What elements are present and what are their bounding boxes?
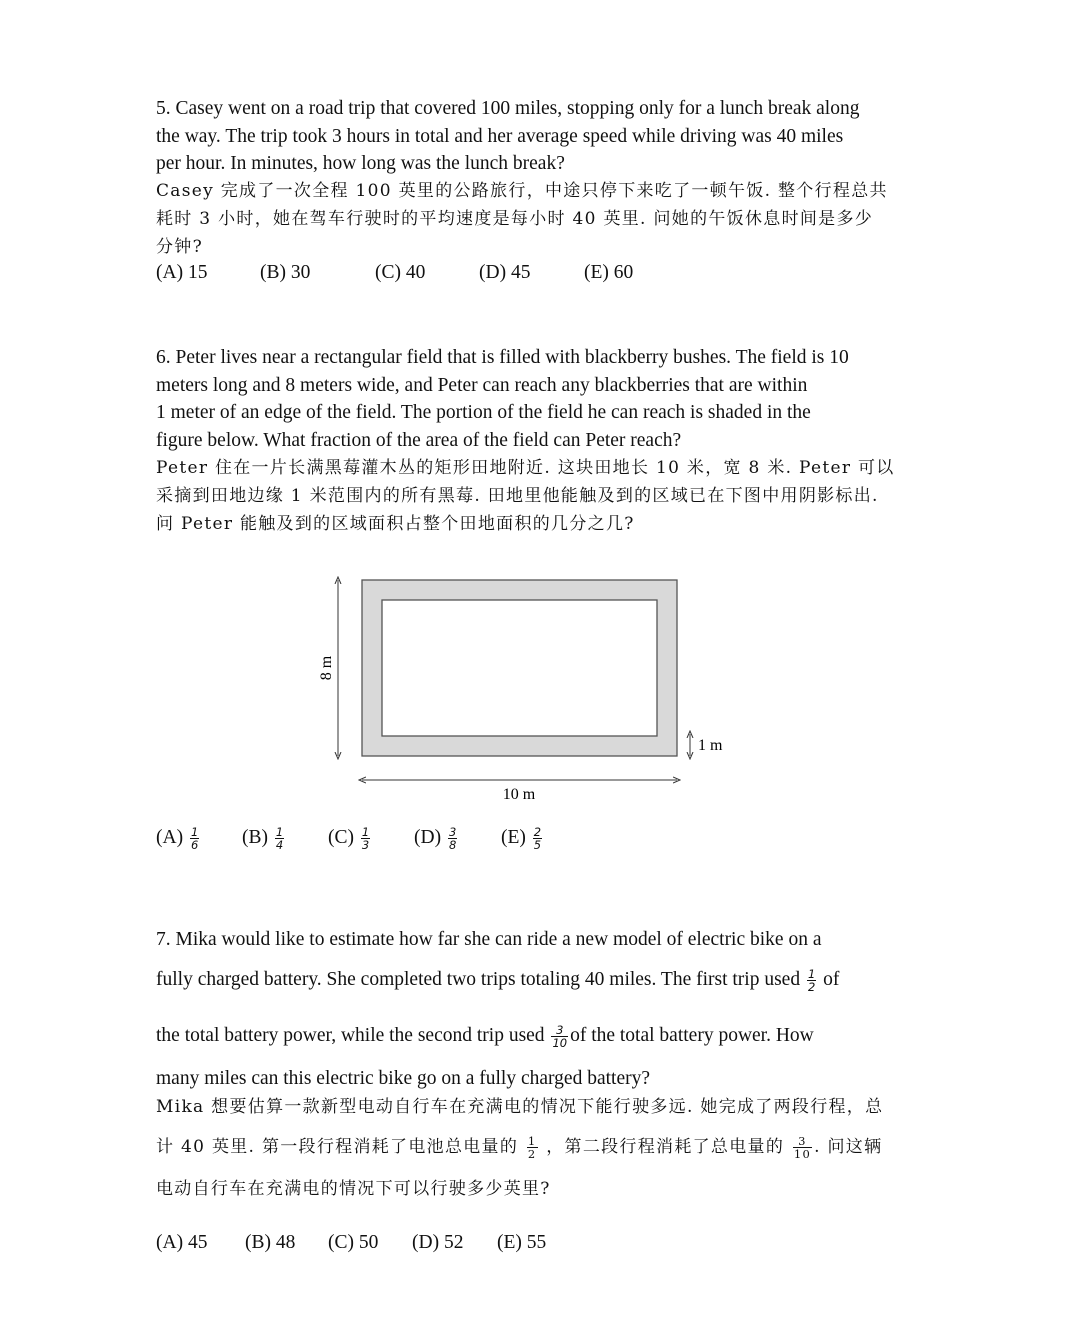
q7-fraction-second-trip <box>551 1024 568 1049</box>
q7-zh-line-2 <box>156 1130 901 1164</box>
fraction-numerator: 3 <box>798 1134 807 1148</box>
q7-zh-line-2-c: . 问这辆 <box>814 1137 883 1157</box>
fraction-numerator: 1 <box>361 825 370 839</box>
q7-en-line-2-end: of <box>823 969 840 990</box>
fraction-numerator: 1 <box>527 1134 537 1148</box>
q7-en-line-3-end: of the total battery power. How <box>570 1025 814 1046</box>
q6-choice-fraction <box>275 826 284 851</box>
q6-choice-fraction <box>361 826 370 851</box>
q5-choice-d[interactable]: (D) 45 <box>479 262 531 283</box>
q6-choice-label: (B) <box>242 826 268 848</box>
q7-zh-line-2-b: ，第二段行程消耗了总电量的 <box>546 1137 785 1157</box>
q5-choice-a[interactable]: (A) 15 <box>156 262 208 283</box>
q5-en-line: the way. The trip took 3 hours in total and her average speed while driving was 40 miles <box>156 125 844 147</box>
q7-en-line-3 <box>156 1018 906 1054</box>
q6-choice-label: (E) <box>501 826 526 848</box>
fraction-denominator: 6 <box>190 838 199 852</box>
q5-en-line: 5. Casey went on a road trip that covered 100 miles, stopping only for a lunch break along <box>156 98 860 119</box>
q7-choice-e[interactable]: (E) 55 <box>497 1232 547 1253</box>
q7-choice-d[interactable]: (D) 52 <box>412 1232 464 1253</box>
fraction-numerator: 2 <box>533 825 542 839</box>
q5-en-line: per hour. In minutes, how long was the lunch break? <box>156 153 565 174</box>
fraction-numerator: 3 <box>448 825 457 839</box>
q6-zh-line: 采摘到田地边缘 1 米范围内的所有黑莓. 田地里他能触及到的区域已在下图中用阴影标出. <box>156 486 879 506</box>
q6-choice-a[interactable] <box>156 826 201 851</box>
fraction-denominator: 4 <box>275 838 284 852</box>
height-label: 8 m <box>318 655 335 681</box>
fraction-numerator: 1 <box>190 825 199 839</box>
q6-choice-fraction <box>533 826 542 851</box>
q6-text-zh <box>156 454 901 538</box>
fraction-numerator: 3 <box>556 1023 564 1038</box>
q7-en-line-1: 7. Mika would like to estimate how far she can ride a new model of electric bike on a <box>156 929 822 950</box>
fraction-denominator: 2 <box>807 980 816 995</box>
fraction-denominator: 10 <box>552 1036 568 1051</box>
fraction-denominator: 5 <box>533 838 542 852</box>
q6-choice-label: (A) <box>156 826 184 848</box>
q7-zh-line-1: Mika 想要估算一款新型电动自行车在充满电的情况下能行驶多远. 她完成了两段行程，总 <box>156 1097 884 1117</box>
q7-choice-a[interactable]: (A) 45 <box>156 1232 208 1253</box>
field-diagram <box>300 570 760 810</box>
fraction-numerator: 1 <box>807 967 816 982</box>
q6-choice-fraction <box>190 826 199 851</box>
q5-zh-line: Casey 完成了一次全程 100 英里的公路旅行，中途只停下来吃了一顿午饭. 整个行程总共 <box>156 181 888 201</box>
q6-choice-b[interactable] <box>242 826 286 851</box>
q5-text-en <box>156 95 906 178</box>
q5-text-zh <box>156 177 901 261</box>
q6-zh-line: Peter 住在一片长满黑莓灌木丛的矩形田地附近. 这块田地长 10 米，宽 8 米. Peter 可以 <box>156 458 895 478</box>
q5-zh-line: 分钟? <box>156 237 204 257</box>
q7-zh-line-2-a: 计 40 英里. 第一段行程消耗了电池总电量的 <box>156 1137 519 1157</box>
field-unreachable-area <box>382 600 657 736</box>
q7-en-line-4: many miles can this electric bike go on a fully charged battery? <box>156 1068 651 1089</box>
q7-zh-line-3: 电动自行车在充满电的情况下可以行驶多少英里? <box>156 1179 551 1199</box>
width-label: 10 m <box>502 786 536 803</box>
q7-en-line-3-text: the total battery power, while the second trip used <box>156 1025 545 1046</box>
q6-choice-c[interactable] <box>328 826 372 851</box>
q6-en-line: meters long and 8 meters wide, and Peter can reach any blackberries that are within <box>156 374 808 396</box>
q5-zh-line: 耗时 3 小时，她在驾车行驶时的平均速度是每小时 40 英里. 问她的午饭休息时间是多少 <box>156 209 874 229</box>
q6-en-line: 6. Peter lives near a rectangular field that is filled with blackberry bushes. The field is 10 <box>156 347 849 368</box>
q7-en-line-2 <box>156 962 906 998</box>
q7-choice-b[interactable]: (B) 48 <box>245 1232 296 1253</box>
q6-choice-d[interactable] <box>414 826 459 851</box>
fraction-denominator: 10 <box>793 1147 812 1161</box>
q5-choice-b[interactable]: (B) 30 <box>260 262 311 283</box>
q7-zh-fraction-1 <box>527 1135 538 1160</box>
field-figure <box>300 570 760 815</box>
q7-zh-fraction-2 <box>793 1135 812 1160</box>
q5-choice-c[interactable]: (C) 40 <box>375 262 426 283</box>
q7-choice-c[interactable]: (C) 50 <box>328 1232 379 1253</box>
q6-text-en <box>156 344 906 454</box>
q5-choice-e[interactable]: (E) 60 <box>584 262 634 283</box>
fraction-numerator: 1 <box>275 825 284 839</box>
border-label: 1 m <box>698 737 723 754</box>
fraction-denominator: 8 <box>448 838 457 852</box>
q6-choice-label: (C) <box>328 826 354 848</box>
q6-en-line: 1 meter of an edge of the field. The portion of the field he can reach is shaded in the <box>156 402 811 423</box>
fraction-denominator: 2 <box>527 1147 537 1161</box>
fraction-denominator: 3 <box>361 838 370 852</box>
q6-zh-line: 问 Peter 能触及到的区域面积占整个田地面积的几分之几? <box>156 514 635 534</box>
q6-choice-label: (D) <box>414 826 442 848</box>
q6-choice-fraction <box>448 826 457 851</box>
q7-fraction-first-trip <box>807 968 816 993</box>
q6-choice-e[interactable] <box>501 826 544 851</box>
q6-en-line: figure below. What fraction of the area of the field can Peter reach? <box>156 429 682 451</box>
q7-en-line-2-text: fully charged battery. She completed two trips totaling 40 miles. The first trip used <box>156 969 801 990</box>
